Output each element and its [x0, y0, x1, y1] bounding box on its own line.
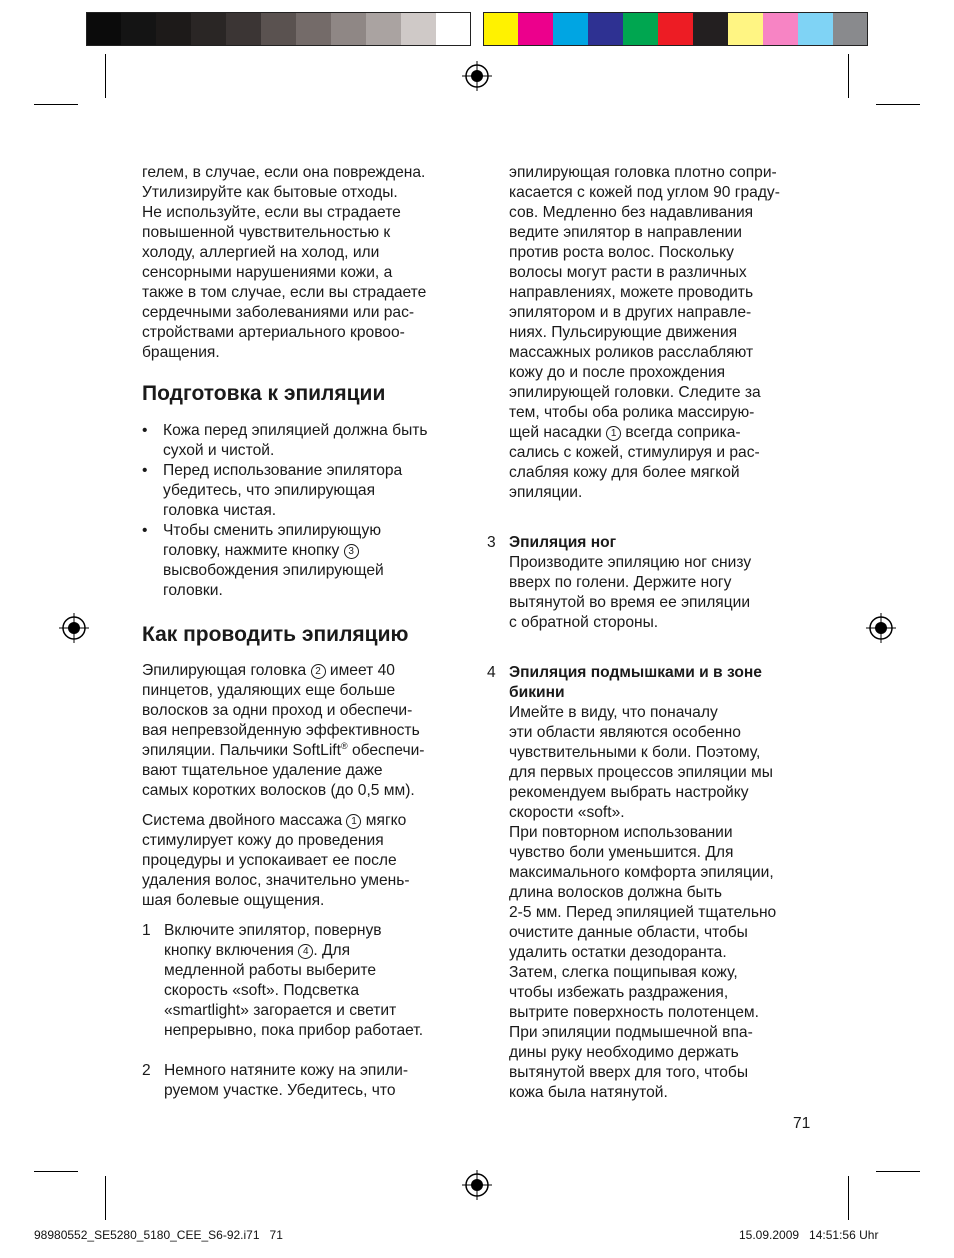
paragraph-massage-system: [142, 811, 482, 911]
step-text: Имейте в виду, что поначалу эти области являются особенно чувствительными к боли. Поэтому, для первых процессов эпиляции мы рекомендуем выбрать настройку скорости «soft». При повторном использовании чувство боли уменьшится. Для максимального комфорта эпиляции, длина волосков должна быть 2-5 мм. Перед эпиляцией тщательно очистите данные области, чтобы удалить остатки дезодоранта. Затем, слегка пощипывая кожу, чтобы избежать раздражения, вытрите поверхность полотенцем. При эпиляции подмышечной впа- дины руку необходимо держать вытянутой вверх для того, чтобы кожа была натянутой.: [509, 704, 777, 1101]
step-number: 2: [142, 1062, 151, 1079]
crop-mark: [848, 1176, 849, 1220]
text-run: всегда соприка- сались с кожей, стимулируя и рас- слабляя кожу для более мягкой эпиляции.: [509, 424, 760, 501]
registration-mark-icon: [59, 613, 89, 643]
registration-mark-icon: [462, 61, 492, 91]
text-run: . Для медленной работы выберите скорость «soft». Подсветка «smartlight» загорается и светит непрерывно, пока прибор работает.: [164, 942, 424, 1039]
bullet-text: Кожа перед эпиляцией должна быть сухой и чистой.: [163, 422, 428, 459]
color-bar-outline: [483, 12, 868, 46]
step-number: 3: [487, 534, 496, 551]
text-run: имеет 40 пинцетов, удаляющих еще больше волосков за одни проход и обеспечи- вая непревзойденную эффективность эпиляции. Пальчики SoftLift: [142, 662, 420, 759]
registration-mark-icon: [462, 1170, 492, 1200]
reference-number-icon: 1: [606, 426, 621, 441]
bullet-mark: •: [142, 522, 148, 539]
text-run: Включите эпилятор, повернув кнопку включения: [164, 922, 382, 959]
crop-mark: [34, 1171, 78, 1172]
how-to-body: [142, 661, 482, 1101]
reference-number-icon: 4: [298, 944, 313, 959]
text-run: Эпилирующая головка: [142, 662, 311, 679]
step-item: [142, 921, 482, 1041]
section-heading-preparation: Подготовка к эпиляции: [142, 382, 386, 405]
registered-mark: ®: [340, 740, 348, 751]
step-item: [487, 533, 827, 633]
bullet-item: [142, 421, 482, 461]
crop-mark: [34, 104, 78, 105]
text-run: Система двойного массажа: [142, 812, 347, 829]
paragraph-epilating-head: [142, 661, 482, 801]
continued-paragraph: [487, 163, 827, 503]
intro-paragraph: гелем, в случае, если она повреждена. Утилизируйте как бытовые отходы. Не используйте, если вы страдаете повышенной чувствительностью к холоду, аллергией на холод, или сенсорными нарушениями кожи, а также в том случае, если вы страдаете сердечными заболеваниями или рас- стройствами артериального кровоо- бращения.: [142, 164, 427, 361]
crop-mark: [876, 1171, 920, 1172]
step-title: Эпиляция подмышками и в зоне бикини: [509, 664, 762, 701]
step-text: Немного натяните кожу на эпили- руемом участке. Убедитесь, что: [164, 1062, 409, 1099]
bullet-mark: •: [142, 422, 148, 439]
right-column: [487, 163, 827, 1103]
bullet-text: Чтобы сменить эпилирующую головку, нажмите кнопку: [163, 522, 382, 559]
footer-timestamp: 15.09.2009 14:51:56 Uhr: [739, 1228, 879, 1242]
bullet-mark: •: [142, 462, 148, 479]
registration-mark-icon: [866, 613, 896, 643]
step-number: 4: [487, 664, 496, 681]
text-run: мягко стимулирует кожу до проведения процедуры и успокаивает ее после удаления волос, значительно умень- шая болевые ощущения.: [142, 812, 410, 909]
footer-file-info: 98980552_SE5280_5180_CEE_S6-92.i71 71: [34, 1228, 283, 1242]
reference-number-icon: 3: [344, 544, 359, 559]
preparation-bullets: [142, 421, 482, 601]
step-number: 1: [142, 922, 151, 939]
step-item: [142, 1061, 482, 1101]
section-heading-how-to: Как проводить эпиляцию: [142, 623, 409, 646]
bullet-text: высвобождения эпилирующей головки.: [163, 562, 384, 599]
crop-mark: [848, 54, 849, 98]
page-number: 71: [793, 1115, 811, 1132]
crop-mark: [105, 54, 106, 98]
left-column: [142, 163, 482, 363]
crop-mark: [105, 1176, 106, 1220]
text-run: эпилирующая головка плотно сопри- касается с кожей под углом 90 граду- сов. Медленно без надавливания ведите эпилятор в направлении против роста волос. Поскольку волосы могут расти в различных направлениях, можете проводить эпилятором и в других направле- ниях. Пульсирующие движения массажных роликов расслабляют кожу до и после прохождения эпилирующей головки. Следите за тем, чтобы оба ролика массирую- щей насадки: [509, 164, 780, 441]
crop-mark: [876, 104, 920, 105]
step-text: Производите эпиляцию ног снизу вверх по голени. Держите ногу вытянутой во время ее эпиляции с обратной стороны.: [509, 554, 752, 631]
bullet-item: [142, 521, 482, 601]
text-run: обеспечи- вают тщательное удаление даже самых коротких волосков (до 0,5 мм).: [142, 742, 425, 799]
step-item: [487, 663, 827, 1103]
color-bar-outline: [86, 12, 471, 46]
reference-number-icon: 1: [346, 814, 361, 829]
step-title: Эпиляция ног: [509, 534, 617, 551]
bullet-item: [142, 461, 482, 521]
reference-number-icon: 2: [311, 664, 326, 679]
bullet-text: Перед использование эпилятора убедитесь, что эпилирующая головка чистая.: [163, 462, 403, 519]
